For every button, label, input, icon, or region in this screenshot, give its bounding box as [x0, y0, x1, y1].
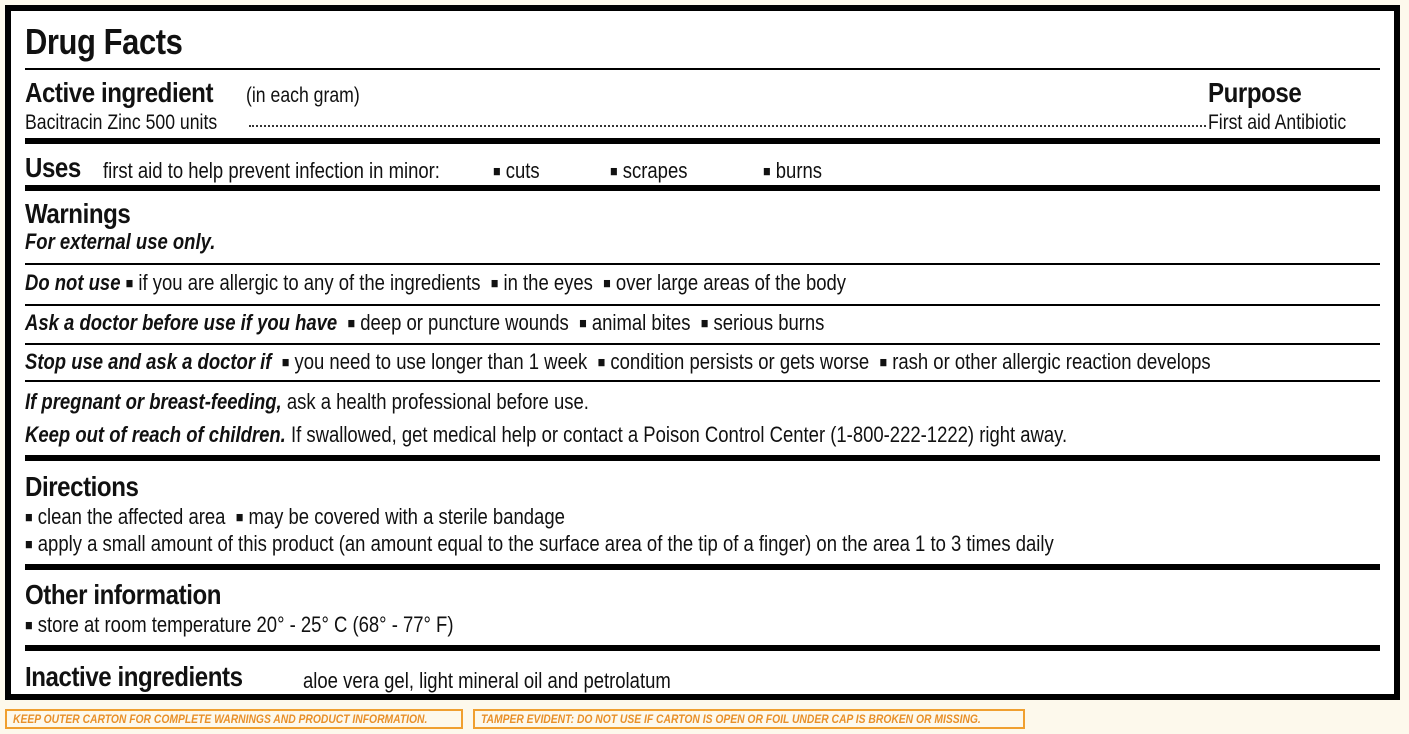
directions-heading: Directions [25, 471, 139, 502]
divider [25, 68, 1380, 70]
bullet-icon: ■ [347, 315, 356, 332]
pregnant-row [25, 389, 1380, 415]
bullet-icon: ■ [603, 275, 611, 292]
direction-item: may be covered with a sterile bandage [248, 504, 565, 529]
external-use-note: For external use only. [25, 229, 216, 254]
stop-use-label: Stop use and ask a doctor if [25, 349, 272, 374]
divider [25, 645, 1380, 651]
warning-item: animal bites [591, 310, 691, 335]
inactive-section [25, 661, 1380, 693]
inactive-heading: Inactive ingredients [25, 661, 243, 692]
do-not-use-row [25, 270, 1380, 296]
bullet-icon: ■ [493, 163, 501, 180]
direction-item: clean the affected area [37, 504, 226, 529]
warning-item: in the eyes [503, 270, 593, 295]
children-text: If swallowed, get medical help or contact a Poison Control Center (1-800-222-1222) right away. [290, 422, 1068, 447]
bullet-icon: ■ [281, 354, 290, 371]
children-row [25, 422, 1380, 448]
directions-row [25, 504, 1380, 530]
active-ingredient-heading: Active ingredient [25, 77, 214, 108]
uses-item: ■ scrapes [610, 158, 688, 183]
divider [25, 138, 1380, 144]
bullet-icon: ■ [610, 163, 618, 180]
warnings-heading: Warnings [25, 198, 131, 229]
divider [25, 304, 1380, 306]
bullet-icon: ■ [25, 509, 33, 526]
other-info-heading: Other information [25, 579, 222, 610]
footer-carton-note: KEEP OUTER CARTON FOR COMPLETE WARNINGS AND PRODUCT INFORMATION. [5, 709, 463, 729]
warning-item: if you are allergic to any of the ingredients [138, 270, 481, 295]
uses-section [25, 152, 1380, 184]
bullet-icon: ■ [579, 315, 587, 332]
drug-facts-panel [5, 5, 1400, 700]
purpose-value: First aid Antibiotic [1208, 111, 1347, 134]
warning-item: you need to use longer than 1 week [294, 349, 588, 374]
active-ingredient-qualifier: (in each gram) [246, 84, 360, 107]
bullet-icon: ■ [597, 354, 606, 371]
pregnant-text: ask a health professional before use. [286, 389, 589, 414]
bullet-icon: ■ [700, 315, 709, 332]
uses-item: ■ cuts [493, 158, 540, 183]
leader-dots [249, 123, 1206, 127]
bullet-icon: ■ [125, 275, 134, 292]
children-label: Keep out of reach of children. [25, 422, 286, 447]
pregnant-label: If pregnant or breast-feeding, [25, 389, 282, 414]
purpose-heading: Purpose [1208, 77, 1302, 108]
warning-item: deep or puncture wounds [360, 310, 569, 335]
warning-item: rash or other allergic reaction develops [892, 349, 1211, 374]
active-ingredient-section [25, 77, 1380, 109]
other-info-item: store at room temperature 20° - 25° C (68° - 77° F) [37, 612, 454, 637]
bullet-icon: ■ [25, 617, 33, 634]
divider [25, 185, 1380, 191]
bullet-icon: ■ [879, 354, 888, 371]
footer-tamper-note: TAMPER EVIDENT: DO NOT USE IF CARTON IS OPEN OR FOIL UNDER CAP IS BROKEN OR MISSING. [473, 709, 1025, 729]
inactive-text: aloe vera gel, light mineral oil and petrolatum [303, 668, 671, 693]
bullet-icon: ■ [490, 275, 499, 292]
warning-item: serious burns [713, 310, 825, 335]
divider [25, 564, 1380, 570]
direction-item: apply a small amount of this product (an amount equal to the surface area of the tip of a finger) on the area 1 to 3 times daily [37, 531, 1054, 556]
divider [25, 380, 1380, 382]
ask-doctor-row [25, 310, 1380, 336]
stop-use-row [25, 349, 1380, 375]
other-info-row [25, 612, 1380, 638]
divider [25, 263, 1380, 265]
bullet-icon: ■ [235, 509, 244, 526]
uses-item: ■ burns [763, 158, 822, 183]
ask-doctor-label: Ask a doctor before use if you have [25, 310, 338, 335]
divider [25, 455, 1380, 461]
directions-row [25, 531, 1380, 557]
divider [25, 343, 1380, 345]
active-ingredient-name: Bacitracin Zinc 500 units [25, 111, 218, 134]
do-not-use-label: Do not use [25, 270, 121, 295]
bullet-icon: ■ [25, 536, 33, 553]
warning-item: condition persists or gets worse [610, 349, 870, 374]
drug-facts-title: Drug Facts [25, 21, 183, 62]
bullet-icon: ■ [763, 163, 771, 180]
uses-heading: Uses [25, 152, 81, 183]
warning-item: over large areas of the body [615, 270, 847, 295]
uses-intro: first aid to help prevent infection in minor: [103, 158, 440, 183]
